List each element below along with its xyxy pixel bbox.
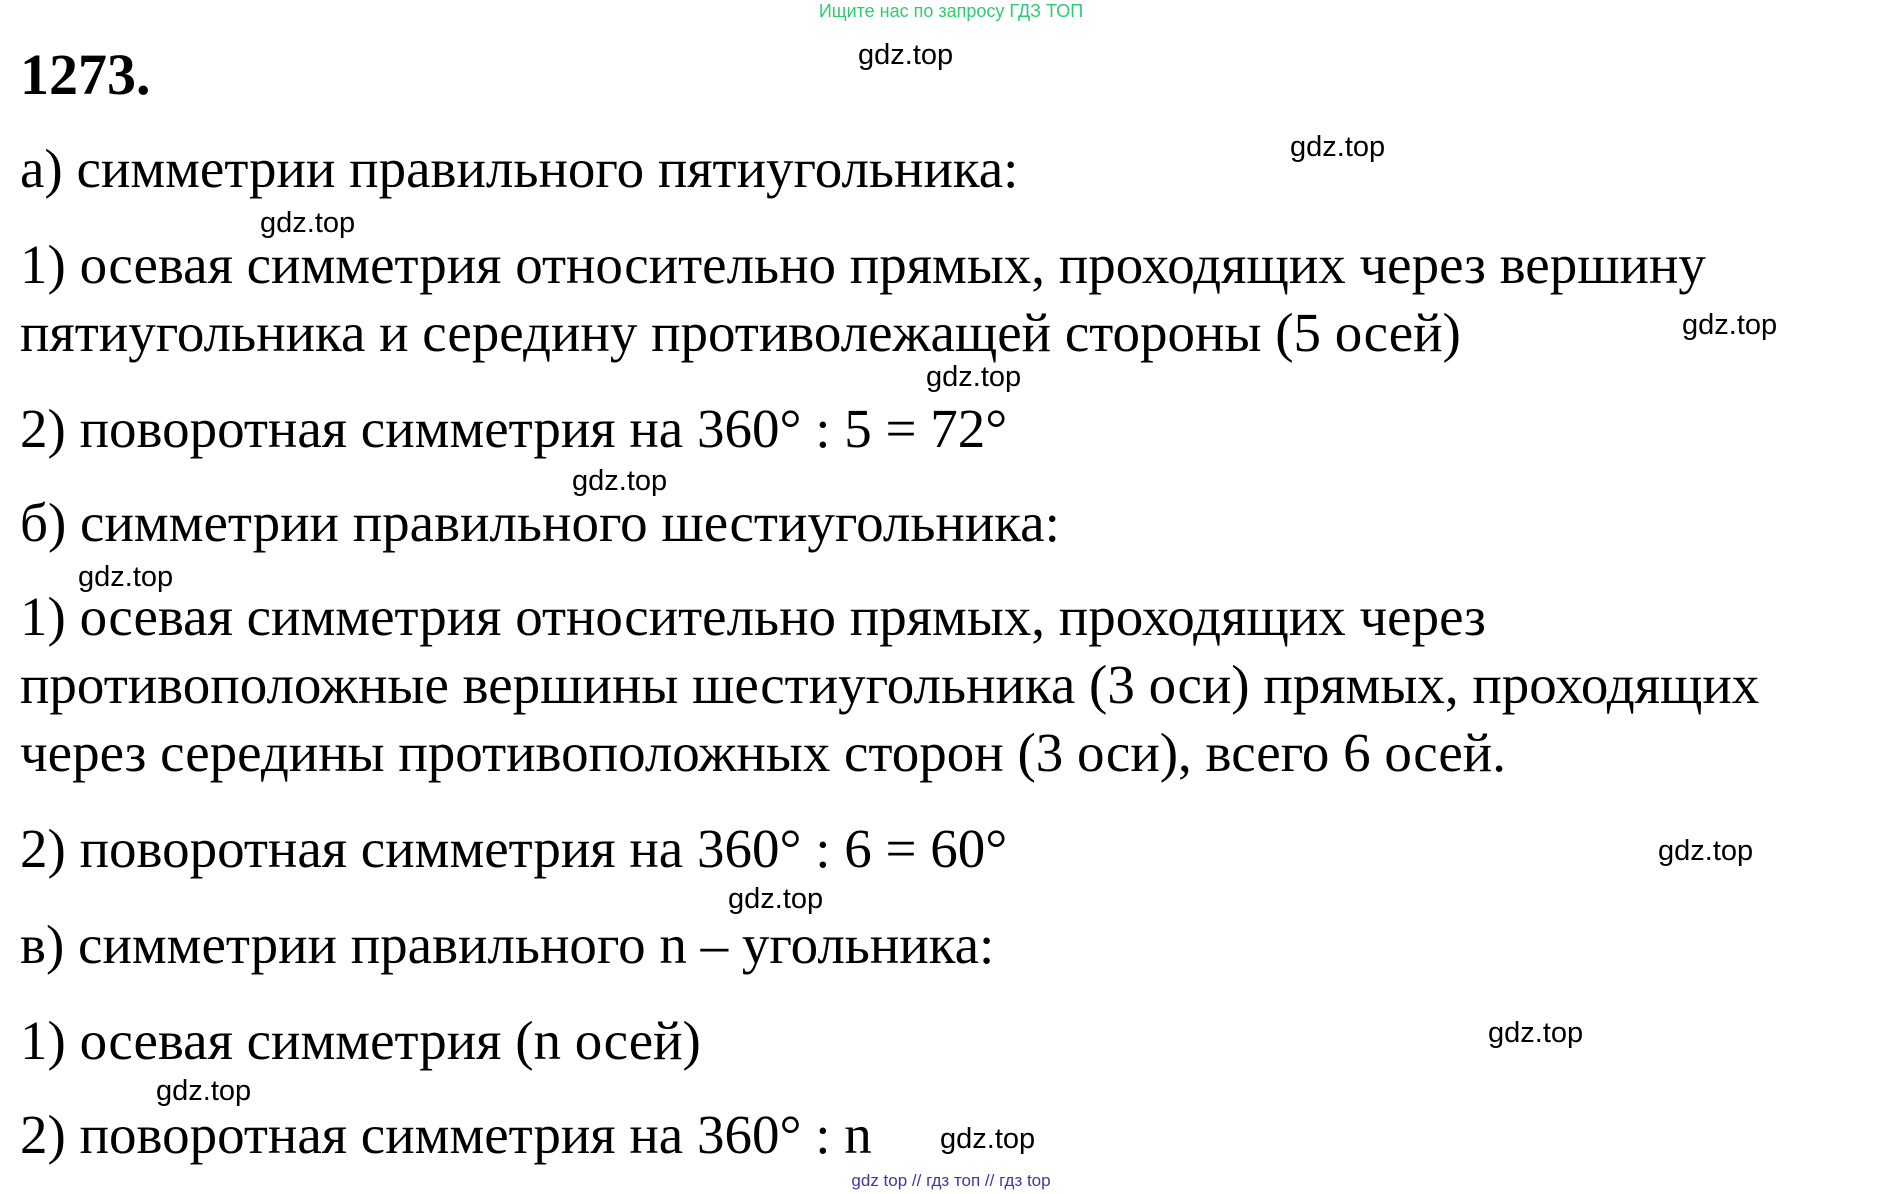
watermark: gdz.top [1290,131,1386,163]
watermark: gdz.top [572,465,668,497]
search-banner: Ищите нас по запросу ГДЗ ТОП [818,1,1084,21]
watermark: gdz.top [940,1123,1036,1155]
watermark: gdz.top [260,207,356,239]
watermark: gdz.top [1658,835,1754,867]
section-c-item-2: 2) поворотная симметрия на 360° : n [20,1104,872,1165]
section-b-item-1-line-3: через середины противоположных сторон (3 оси), всего 6 осей. [20,722,1506,783]
section-b-item-1-line-2: противоположные вершины шестиугольника (3 оси) прямых, проходящих [20,654,1760,715]
watermark: gdz.top [858,39,954,71]
watermark: gdz.top [1488,1017,1584,1049]
watermark: gdz.top [156,1075,252,1107]
watermark: gdz.top [1682,309,1778,341]
section-b-heading: б) симметрии правильного шестиугольника: [20,492,1060,553]
section-a-item-1-line-2: пятиугольника и середину противолежащей стороны (5 осей) [20,302,1461,363]
section-b-item-2: 2) поворотная симметрия на 360° : 6 = 60° [20,818,1008,879]
section-c-item-1: 1) осевая симметрия (n осей) [20,1010,701,1071]
section-a-item-2: 2) поворотная симметрия на 360° : 5 = 72° [20,398,1008,459]
section-b-item-1-line-1: 1) осевая симметрия относительно прямых, проходящих через [20,586,1486,647]
problem-number: 1273. [20,42,151,107]
watermark: gdz.top [78,561,174,593]
watermark: gdz.top [728,883,824,915]
watermark: gdz.top [926,361,1022,393]
section-a-heading: а) симметрии правильного пятиугольника: [20,138,1019,199]
footer-links: gdz top // гдз топ // гдз top [851,1171,1051,1190]
section-c-heading: в) симметрии правильного n – угольника: [20,914,995,975]
section-a-item-1-line-1: 1) осевая симметрия относительно прямых, проходящих через вершину [20,234,1706,295]
